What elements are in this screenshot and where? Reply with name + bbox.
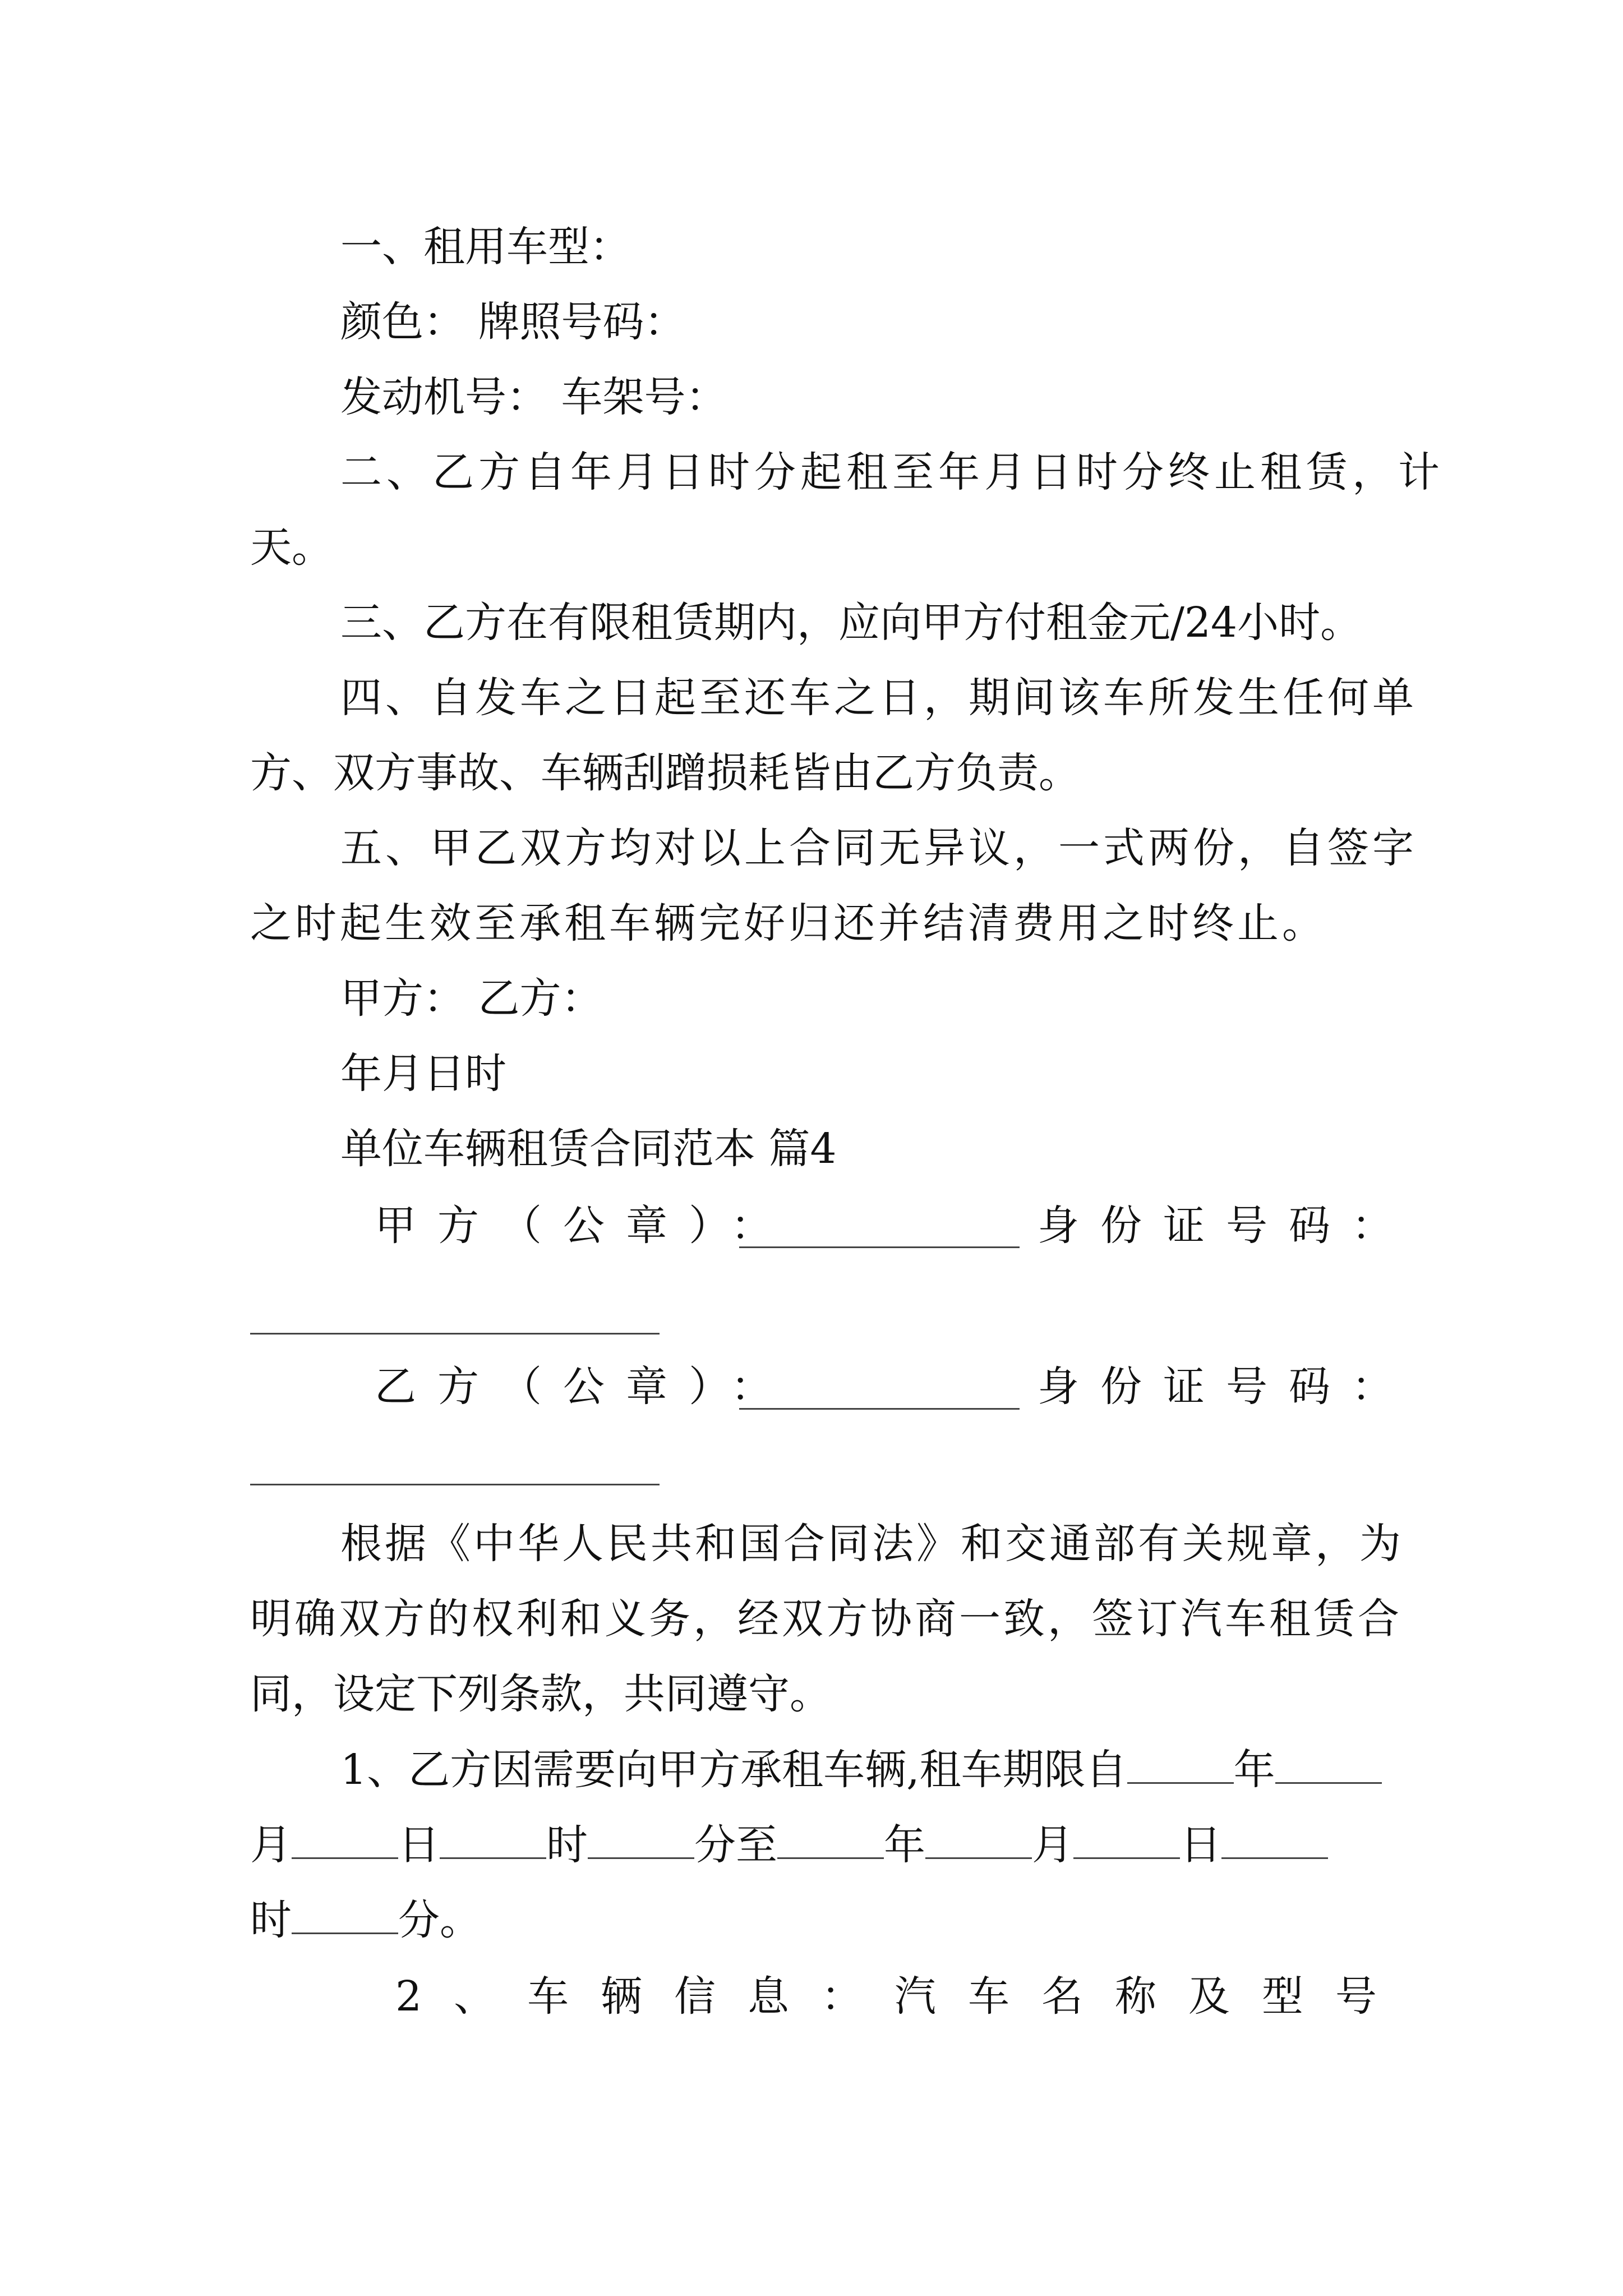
clause-2-char: 名 [1041, 1972, 1083, 2021]
hour-unit: 时 [250, 1896, 292, 1944]
agreement-cont: 之时起生效至承租车辆完好归还并结清费用之时终止。 [250, 899, 1327, 947]
clause-2-char: 称 [1114, 1972, 1156, 2021]
date-time-line: 年月日时 [340, 1050, 506, 1098]
clause-1-line-1 [340, 1746, 1382, 1794]
end-year-blank [777, 1824, 884, 1859]
year-unit: 年 [884, 1821, 925, 1869]
color-plate-line: 颜色： 牌照号码： [340, 298, 686, 346]
liability-cont: 方、双方事故、车辆刮蹭损耗皆由乙方负责。 [250, 749, 1080, 797]
party-signature-line: 甲方： 乙方： [340, 974, 603, 1023]
start-month-blank [1275, 1749, 1382, 1784]
rent-amount-line: 三、乙方在有限租赁期内，应向甲方付租金元/24小时。 [340, 599, 1362, 647]
rental-period-text: 二、乙方自年月日时分起租至年月日时分终止租赁，计 [340, 448, 1444, 496]
minute-end-unit: 分。 [398, 1896, 481, 1944]
month-unit: 月 [1032, 1821, 1073, 1869]
clause-2-char: 车 [527, 1972, 569, 2021]
preamble-line-1: 根据《中华人民共和国合同法》和交通部有关规章，为 [340, 1520, 1404, 1568]
clause-2-char: 及 [1188, 1972, 1230, 2021]
party-a-seal-label: 甲方（公章）： [375, 1202, 794, 1250]
minute-to-unit: 分至 [694, 1821, 777, 1869]
clause-2-char: ： [821, 1972, 863, 2021]
start-hour-blank [440, 1824, 546, 1859]
engine-frame-line: 发动机号： 车架号： [340, 373, 727, 421]
clause-2-char: 、 [454, 1972, 496, 2021]
party-b-id-blank [250, 1484, 660, 1485]
party-b-id-label: 身份证号码： [1038, 1363, 1414, 1411]
start-minute-blank [588, 1824, 694, 1859]
clause-2-char: 2 [395, 1972, 422, 2021]
clause-2-char: 汽 [894, 1972, 936, 2021]
liability-line: 四、自发车之日起至还车之日，期间该车所发生任何单 [340, 674, 1417, 722]
day-unit: 日 [398, 1821, 440, 1869]
hour-unit: 时 [546, 1821, 588, 1869]
clause-2-char: 型 [1261, 1972, 1303, 2021]
party-a-id-blank [250, 1333, 660, 1335]
party-a-blank [739, 1246, 1020, 1248]
clause-2-line [395, 1972, 1377, 2021]
day-unit: 日 [1180, 1821, 1221, 1869]
clause-2-char: 信 [674, 1972, 716, 2021]
end-minute-blank [292, 1899, 398, 1934]
start-day-blank [292, 1824, 398, 1859]
clause-2-char: 车 [967, 1972, 1009, 2021]
clause-1-line-3 [250, 1896, 481, 1944]
end-day-blank [1073, 1824, 1180, 1859]
clause-1-line-2 [250, 1821, 1328, 1869]
section-vehicle-type: 一、租用车型： [340, 223, 631, 271]
clause-1-text: 1、乙方因需要向甲方承租车辆,租车期限自 [340, 1746, 1127, 1794]
party-a-id-label: 身份证号码： [1038, 1202, 1414, 1250]
end-month-blank [925, 1824, 1032, 1859]
year-unit: 年 [1233, 1746, 1275, 1794]
clause-2-char: 辆 [601, 1972, 643, 2021]
party-b-seal-label: 乙方（公章）： [375, 1363, 794, 1411]
clause-2-char: 息 [748, 1972, 790, 2021]
clause-2-char: 号 [1335, 1972, 1377, 2021]
rental-period-line [340, 448, 1444, 496]
end-hour-blank [1221, 1824, 1328, 1859]
preamble-line-3: 同，设定下列条款，共同遵守。 [250, 1670, 831, 1718]
section-heading: 单位车辆租赁合同范本 篇4 [340, 1125, 837, 1173]
rental-period-cont: 天。 [250, 523, 333, 572]
preamble-line-2: 明确双方的权利和义务，经双方协商一致，签订汽车租赁合 [250, 1595, 1402, 1643]
agreement-line: 五、甲乙双方均对以上合同无异议，一式两份，自签字 [340, 824, 1417, 872]
party-b-blank [739, 1408, 1020, 1410]
start-year-blank [1127, 1749, 1234, 1784]
month-unit: 月 [250, 1821, 292, 1869]
